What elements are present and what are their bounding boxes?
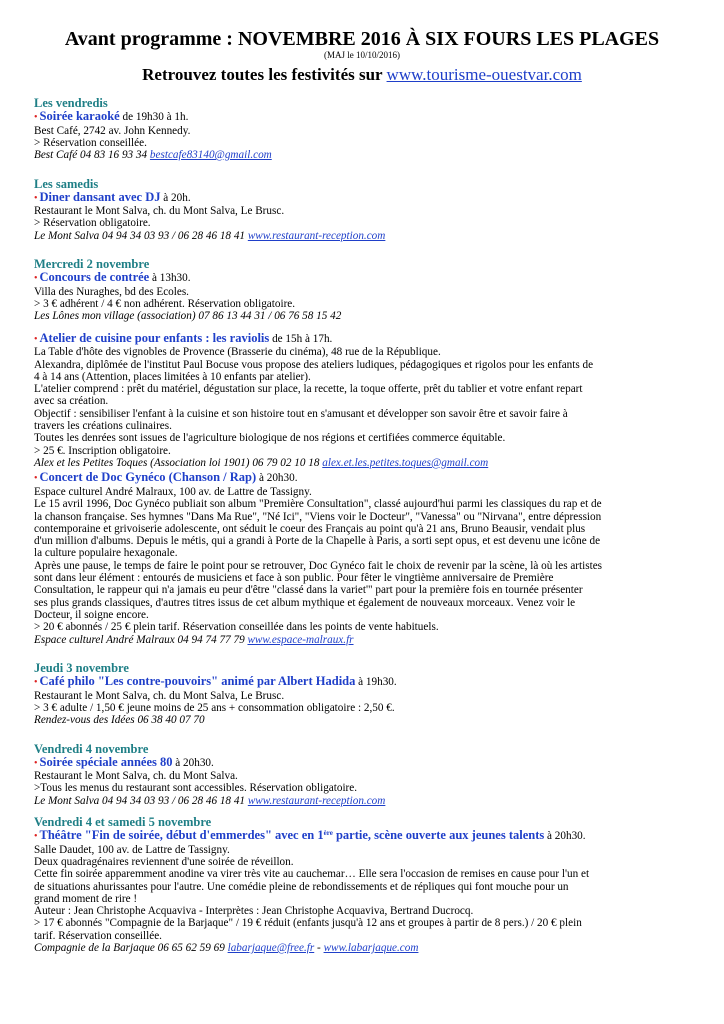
bullet-icon: • [34,112,38,123]
event-line: avec sa création. [34,395,109,408]
event-name: Diner dansant avec DJ [39,189,161,204]
section-samedis [34,178,690,243]
event-time: à 20h30. [172,756,214,769]
event-contact: Les Lônes mon village (association) 07 86 13 44 31 / 06 76 58 15 42 [34,310,342,323]
bullet-icon: • [34,757,38,769]
bullet-icon: • [34,677,38,689]
email-link[interactable]: bestcafe83140@gmail.com [149,149,272,162]
event-time: de 19h30 à 1h. [119,111,189,123]
event-line: travers les créations culinaires. [34,420,172,433]
event-concert [34,471,690,646]
event-line: Restaurant le Mont Salva, ch. du Mont Salva. [34,770,238,783]
bullet-icon: • [34,192,38,204]
event-line: ses plus grands classiques, d'autres titres issus de cet album mythique et également de nouveaux morceaux. Venez voir le [34,596,576,609]
event-contact: Rendez-vous des Idées 06 38 40 07 70 [34,714,205,727]
event-line: Toutes les denrées sont issues de l'agriculture biologique de nos régions et certifiées commerce équitable. [34,432,506,445]
day-heading: Vendredi 4 novembre [34,741,149,756]
event-time: à 20h30. [256,472,298,485]
event-contact [34,230,690,243]
event-name-part: Théâtre "Fin de soirée, début d'emmerdes" avec en 1 [39,828,324,843]
day-heading: Les samedis [34,176,99,191]
event-line: Consultation, le rappeur qui n'a jamais eu peur d'être "classé dans la variet'" part pour la première fois en tournée présenter [34,584,583,597]
day-heading: Jeudi 3 novembre [34,661,129,676]
event-line: Villa des Nuraghes, bd des Ecoles. [34,285,189,298]
event-line: Deux quadragénaires reviennent d'une soirée de réveillon. [34,856,294,868]
contact-text: Le Mont Salva 04 94 34 03 93 / 06 28 46 18 41 [34,794,248,807]
event-name [40,828,545,842]
contact-text: Alex et les Petites Toques (Association loi 1901) 06 79 02 10 18 [34,456,323,469]
event-contact [34,795,690,808]
event-name-part: partie, scène ouverte aux jeunes talents [332,828,545,843]
event-name-sup: ère [323,829,333,838]
website-link[interactable]: www.labarjaque.com [323,942,419,955]
event-line: > 20 € abonnés / 25 € plein tarif. Réservation conseillée dans les points de vente habituels. [34,621,439,634]
event-name: Atelier de cuisine pour enfants : les raviolis [39,330,270,345]
section-vendredi-4-samedi-5 [34,816,690,954]
event-time: à 13h30. [149,272,191,285]
bullet-icon: • [34,273,38,285]
event-line: Objectif : sensibiliser l'enfant à la cuisine et son histoire tout en s'amusant et développer son savoir être et savoir faire à [34,407,568,420]
event-concours [34,271,690,323]
event-title [34,471,690,486]
event-name: Soirée spéciale années 80 [39,754,173,769]
event-title [34,675,690,690]
event-line: Salle Daudet, 100 av. de Lattre de Tassigny. [34,843,230,856]
event-title [34,332,690,347]
section-vendredis [34,97,690,162]
event-line: Cette fin soirée apparemment anodine va virer très vite au cauchemar… Elle sera l'occasion de remises en cause pour l'un et [34,868,590,881]
event-line: 4 à 14 ans (Attention, places limitées à 10 enfants par atelier). [34,370,311,383]
email-link[interactable]: labarjaque@free.fr [227,942,315,955]
contact-text: Le Mont Salva 04 94 34 03 93 / 06 28 46 18 41 [34,229,248,242]
event-line: >Tous les menus du restaurant sont accessibles. Réservation obligatoire. [34,782,358,795]
subtitle-text: Retrouvez toutes les festivités sur [142,65,387,84]
event-line: Best Café, 2742 av. John Kennedy. [34,124,191,137]
event-line: Le 15 avril 1996, Doc Gynéco publiait son album "Première Consultation", classé aujourd'hui parmi les classiques du rap et de [34,498,602,511]
event-contact [34,634,690,647]
page-title: Avant programme : NOVEMBRE 2016 À SIX FOURS LES PLAGES [64,28,660,50]
contact-text: Compagnie de la Barjaque 06 65 62 59 69 [34,942,228,955]
event-title [34,756,690,771]
bullet-icon: • [34,333,38,345]
event-line: d'un million d'albums. Depuis le métis, qui a grandi à Porte de la Chapelle à Paris, a sorti sept opus, et est devenu une icône de [34,535,601,548]
website-link[interactable]: www.restaurant-reception.com [247,229,386,242]
event-title [34,829,690,844]
bullet-icon: • [34,473,38,485]
event-line: Auteur : Jean Christophe Acquaviva - Interprètes : Jean Christophe Acquaviva, Bertrand Ducrocq. [34,905,474,918]
website-link[interactable]: www.restaurant-reception.com [247,794,386,807]
event-title [34,191,690,206]
event-name: Concours de contrée [39,270,150,285]
section-mercredi-2 [34,258,690,646]
day-heading: Vendredi 4 et samedi 5 novembre [34,815,212,830]
event-contact [34,457,690,470]
event-line: > 3 € adhérent / 4 € non adhérent. Réservation obligatoire. [34,297,296,310]
event-time: de 15h à 17h. [269,332,333,345]
event-line: grand moment de rire ! [34,892,138,905]
event-contact [34,942,690,955]
tourism-link[interactable]: www.tourisme-ouestvar.com [386,65,582,84]
section-vendredi-4 [34,743,690,808]
section-jeudi-3 [34,662,690,727]
email-link[interactable]: alex.et.les.petites.toques@gmail.com [322,456,489,469]
event-line: Après une pause, le temps de faire le point pour se retrouver, Doc Gynéco fait le choix de revenir par la scène, là où les artistes [34,559,603,572]
event-line: Restaurant le Mont Salva, ch. du Mont Salva, Le Brusc. [34,205,285,218]
event-line: > Réservation conseillée. [34,136,147,149]
website-link[interactable]: www.espace-malraux.fr [247,633,354,646]
bullet-icon: • [34,831,38,843]
day-heading: Les vendredis [34,96,108,110]
event-atelier [34,332,690,470]
event-line: la chanson française. Ses hymnes "Dans Ma Rue", "Né Ici", "Viens voir le Docteur", "Vanessa" ou "Nirvana", entre dépression [34,510,602,523]
event-line: La Table d'hôte des vignobles de Provence (Brasserie du cinéma), 48 rue de la République. [34,346,441,359]
event-line: tarif. Réservation conseillée. [34,929,162,942]
event-line: de situations ahurissantes pour l'autre. Une comédie pleine de rebondissements et de répliques qui font mouche pour un [34,880,569,893]
event-contact [34,149,690,162]
event-title [34,271,690,286]
update-date: (MAJ le 10/10/2016) [324,50,400,60]
event-line: > Réservation obligatoire. [34,217,151,230]
event-name: Concert de Doc Gynéco (Chanson / Rap) [39,470,257,485]
event-time: à 20h30. [544,830,586,843]
event-line: > 25 €. Inscription obligatoire. [34,444,171,457]
event-line: Restaurant le Mont Salva, ch. du Mont Salva, Le Brusc. [34,689,285,702]
event-name: Café philo "Les contre-pouvoirs" animé par Albert Hadida [39,674,356,689]
event-line: > 17 € abonnés "Compagnie de la Barjaque" / 19 € réduit (enfants jusqu'à 12 ans et groupes à partir de 8 pers.) / 20 € plein [34,917,582,930]
event-time: à 20h. [160,191,191,204]
event-title [34,110,690,125]
event-line: sont dans leur élément : entourés de musiciens et face à son public. Pour fêter le vingtième anniversaire de Première [34,572,554,585]
event-line: contemporaine et grivoiserie adolescente, ont séduit le coeur des Français au point qu'à 21 ans, Bruno Beausir, vendait plus [34,522,586,535]
event-line: > 3 € adulte / 1,50 € jeune moins de 25 ans + consommation obligatoire : 2,50 €. [34,701,395,714]
separator: - [314,942,324,955]
contact-text: Best Café 04 83 16 93 34 [34,149,150,162]
event-line: L'atelier comprend : prêt du matériel, dégustation sur place, la recette, la toque offerte, prêt du tablier et votre enfant repart [34,383,583,396]
contact-text: Espace culturel André Malraux 04 94 74 77 79 [34,633,248,646]
event-line: la culture populaire hexagonale. [34,547,178,560]
day-heading: Mercredi 2 novembre [34,257,150,272]
event-line: Alexandra, diplômée de l'institut Paul Bocuse vous propose des ateliers ludiques, pédagogiques et rigolos pour les enfants de [34,358,594,371]
event-line: Espace culturel André Malraux, 100 av. de Lattre de Tassigny. [34,485,312,498]
event-name: Soirée karaoké [39,109,120,123]
event-time: à 19h30. [355,676,397,689]
subtitle [34,65,690,85]
event-line: Docteur, il soigne encore. [34,608,149,621]
